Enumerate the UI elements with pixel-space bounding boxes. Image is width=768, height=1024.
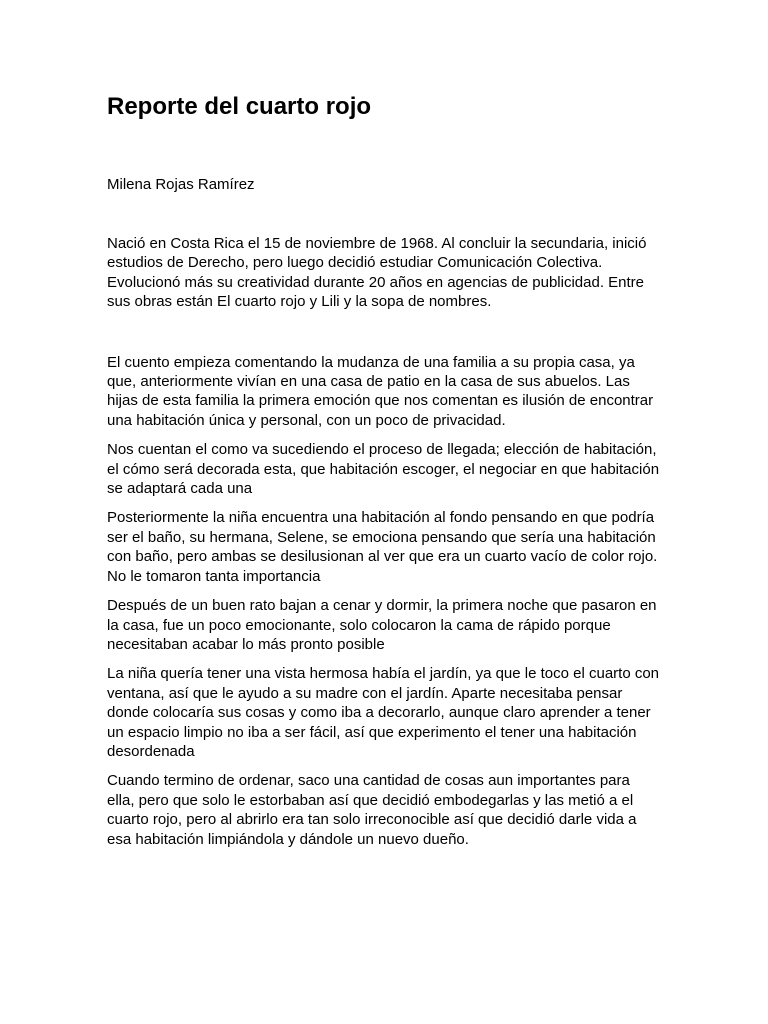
body-paragraph bbox=[107, 596, 667, 654]
text-line: ella, pero que solo le estorbaban así que decidió embodegarlas y las metió a el bbox=[107, 791, 634, 809]
body-paragraph bbox=[107, 440, 667, 498]
text-line: Nos cuentan el como va sucediendo el proceso de llegada; elección de habitación, bbox=[107, 441, 657, 459]
body-paragraph bbox=[107, 508, 667, 586]
text-line: Después de un buen rato bajan a cenar y dormir, la primera noche que pasaron en bbox=[107, 597, 657, 615]
text-line: Cuando termino de ordenar, saco una cantidad de cosas aun importantes para bbox=[107, 772, 630, 790]
text-line: esa habitación limpiándola y dándole un nuevo dueño. bbox=[107, 830, 469, 848]
text-line: con baño, pero ambas se desilusionan al ver que era un cuarto vacío de color rojo. bbox=[107, 548, 658, 566]
text-line: Evolucionó más su creatividad durante 20 años en agencias de publicidad. Entre bbox=[107, 273, 645, 291]
text-line: desordenada bbox=[107, 742, 195, 760]
body-paragraph bbox=[107, 664, 667, 761]
text-line: No le tomaron tanta importancia bbox=[107, 567, 321, 585]
document-author: Milena Rojas Ramírez bbox=[107, 176, 255, 193]
text-line: la casa, fue un poco emocionante, solo colocaron la cama de rápido porque bbox=[107, 616, 611, 634]
text-line: Nació en Costa Rica el 15 de noviembre de 1968. Al concluir la secundaria, inició bbox=[107, 235, 647, 252]
text-line: una habitación única y personal, con un poco de privacidad. bbox=[107, 411, 506, 429]
text-line: cuarto rojo, pero al abrirlo era tan solo irreconocible así que decidió darle vida a bbox=[107, 811, 637, 829]
body-paragraph bbox=[107, 353, 667, 431]
text-line: ser el baño, su hermana, Selene, se emociona pensando que sería una habitación bbox=[107, 528, 656, 546]
document-title: Reporte del cuarto rojo bbox=[107, 93, 372, 120]
document-body bbox=[107, 234, 667, 849]
text-line: se adaptará cada una bbox=[107, 480, 253, 498]
text-line: necesitaban acabar lo más pronto posible bbox=[107, 635, 385, 653]
body-paragraph bbox=[107, 771, 667, 849]
text-line: ventana, así que le ayudo a su madre con el jardín. Aparte necesitaba pensar bbox=[107, 684, 623, 702]
text-line: el cómo será decorada esta, que habitación escoger, el negociar en que habitación bbox=[107, 460, 660, 478]
text-line: Posteriormente la niña encuentra una habitación al fondo pensando en que podría bbox=[107, 509, 655, 527]
text-line: El cuento empieza comentando la mudanza de una familia a su propia casa, ya bbox=[107, 353, 635, 371]
text-line: un espacio limpio no iba a ser fácil, así que experimento el tener una habitación bbox=[107, 723, 637, 741]
text-line: sus obras están El cuarto rojo y Lili y la sopa de nombres. bbox=[107, 293, 492, 311]
text-line: estudios de Derecho, pero luego decidió estudiar Comunicación Colectiva. bbox=[107, 254, 603, 272]
text-line: donde colocaría sus cosas y como iba a decorarlo, aunque claro aprender a tener bbox=[107, 704, 651, 722]
text-line: que, anteriormente vivían en una casa de patio en la casa de sus abuelos. Las bbox=[107, 373, 630, 391]
author-bio-paragraph bbox=[107, 234, 667, 312]
text-line: hijas de esta familia la primera emoción que nos comentan es ilusión de encontrar bbox=[107, 392, 654, 410]
text-line: La niña quería tener una vista hermosa había el jardín, ya que le toco el cuarto con bbox=[107, 665, 660, 683]
